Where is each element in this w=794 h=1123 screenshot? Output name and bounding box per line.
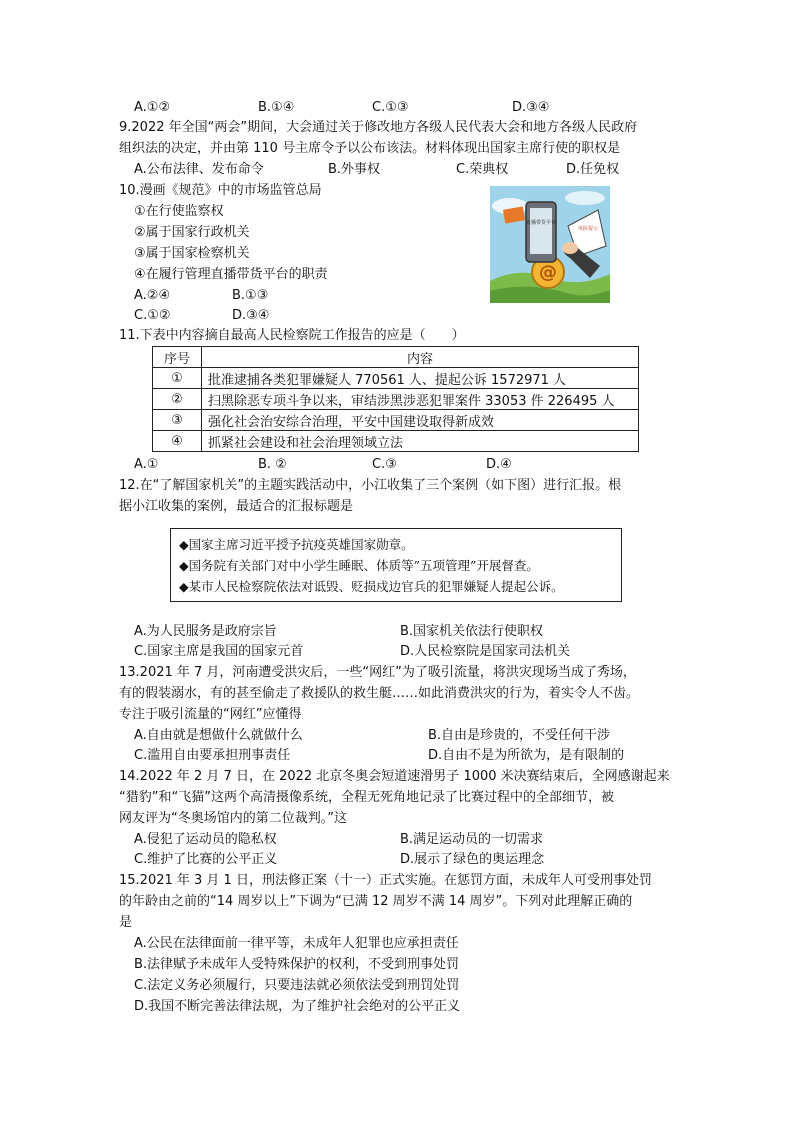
q14-option-c: C.维护了比赛的公平正义 [134,852,278,867]
q8-option-a: A.①② [134,100,171,115]
table-header-row [153,347,639,368]
q10-item-1: ①在行使监察权 [134,204,224,219]
q11-option-c: C.③ [372,457,397,472]
q13-option-c: C.滥用自由要承担刑事责任 [134,748,291,763]
q12-option-c: C.国家主席是我国的国家元首 [134,644,304,659]
q13-stem-line2: 有的假装溺水，有的甚至偷走了救援队的救生艇……如此消费洪灾的行为，着实令人不齿。 [119,686,640,701]
q11-option-a: A.① [134,457,159,472]
q11-table [152,346,639,452]
q15-option-a: A.公民在法律面前一律平等，未成年人犯罪也应承担责任 [134,936,459,951]
table-cell-index: ④ [153,431,202,452]
q10-option-b: B.①③ [232,288,269,303]
q11-option-d: D.④ [486,457,512,472]
q12-case-1: ◆国家主席习近平授予抗疫英雄国家勋章。 [179,537,414,552]
q12-stem-line2: 据小江收集的案例，最适合的汇报标题是 [119,499,354,514]
q12-case-3: ◆某市人民检察院依法对诋毁、贬损戍边官兵的犯罪嫌疑人提起公诉。 [179,579,564,594]
q10-item-3: ③属于国家检察机关 [134,246,250,261]
q14-stem-line3: 网友评为“冬奥场馆内的第二位裁判。”这 [119,811,347,826]
q11-stem: 11.下表中内容摘自最高人民检察院工作报告的应是（ ） [119,328,465,343]
q8-option-d: D.③④ [512,100,550,115]
q14-stem-line2: “猎豹”和“飞猫”这两个高清摄像系统，全程无死角地记录了比赛过程中的全部细节，被 [119,790,614,805]
q10-option-a: A.②④ [134,288,171,303]
q13-option-b: B.自由是珍贵的，不受任何干涉 [428,728,611,743]
q10-item-2: ②属于国家行政机关 [134,225,250,240]
table-cell-content: 批准逮捕各类犯罪嫌疑人 770561 人、提起公诉 1572971 人 [202,368,639,389]
q11-option-b: B. ② [258,457,287,472]
q13-option-a: A.自由就是想做什么就做什么 [134,728,303,743]
q14-stem-line1: 14.2022 年 2 月 7 日，在 2022 北京冬奥会短道速滑男子 1000 米决赛结束后，全网感谢起来 [119,769,670,784]
table-row [153,368,639,389]
q12-stem-line1: 12.在“了解国家机关”的主题实践活动中，小江收集了三个案例（如下图）进行汇报。根 [119,478,622,493]
q9-stem-line2: 组织法的决定，并由第 110 号主席令予以公布该法。材料体现出国家主席行使的职权是 [119,141,621,156]
table-cell-index: ③ [153,410,202,431]
q10-item-4: ④在履行管理直播带货平台的职责 [134,267,328,282]
q14-option-a: A.侵犯了运动员的隐私权 [134,832,277,847]
q9-option-d: D.任免权 [566,162,620,177]
q15-stem-line1: 15.2021 年 3 月 1 日，刑法修正案（十一）正式实施。在惩罚方面，未成年人可受刑事处罚 [119,873,652,888]
q12-case-2: ◆国务院有关部门对中小学生睡眠、体质等”五项管理”开展督查。 [179,558,539,573]
table-cell-index: ① [153,368,202,389]
q14-option-d: D.展示了绿色的奥运理念 [400,852,545,867]
table-cell-content: 抓紧社会建设和社会治理领域立法 [202,431,639,452]
cartoon-sign-text: 直播带货平台 [525,220,557,226]
q12-case-box [170,528,622,602]
q8-option-b: B.①④ [258,100,295,115]
q9-option-b: B.外事权 [328,162,381,177]
q10-stem: 10.漫画《规范》中的市场监管总局 [119,183,322,198]
table-cell-content: 扫黑除恶专项斗争以来，审结涉黑涉恶犯罪案件 33053 件 226495 人 [202,389,639,410]
table-cell-index: ② [153,389,202,410]
cartoon-illustration [490,186,610,303]
q9-option-a: A.公布法律、发布命令 [134,162,264,177]
q9-stem-line1: 9.2022 年全国“两会”期间，大会通过关于修改地方各级人民代表大会和地方各级人民政府 [119,120,638,135]
q12-option-d: D.人民检察院是国家司法机关 [400,644,571,659]
q12-option-a: A.为人民服务是政府宗旨 [134,624,277,639]
q13-stem-line3: 专注于吸引流量的“网红”应懂得 [119,707,302,722]
cartoon-at-symbol: @ [539,262,557,283]
table-row [153,431,639,452]
q15-stem-line3: 是 [119,915,133,930]
q15-option-b: B.法律赋予未成年人受特殊保护的权利，不受到刑事处罚 [134,957,460,972]
q15-stem-line2: 的年龄由之前的“14 周岁以上”下调为“已满 12 周岁不满 14 周岁”。下列对此理解正确的 [119,894,633,909]
q15-option-c: C.法定义务必须履行，只要违法就必须依法受到刑罚处罚 [134,978,460,993]
table-header-content: 内容 [202,347,639,368]
q15-option-d: D.我国不断完善法律法规，为了维护社会绝对的公平正义 [134,999,461,1014]
q12-option-b: B.国家机关依法行使职权 [400,624,544,639]
table-row [153,410,639,431]
q10-option-d: D.③④ [232,308,270,323]
cartoon-paper-text: 风险提示 [577,226,599,232]
table-cell-content: 强化社会治安综合治理，平安中国建设取得新成效 [202,410,639,431]
table-header-index: 序号 [153,347,202,368]
q13-stem-line1: 13.2021 年 7 月，河南遭受洪灾后，一些“网红”为了吸引流量，将洪灾现场当成了秀场， [119,665,636,680]
q9-option-c: C.荣典权 [456,162,509,177]
q8-option-c: C.①③ [372,100,409,115]
q10-option-c: C.①② [134,308,171,323]
q13-option-d: D.自由不是为所欲为，是有限制的 [428,748,625,763]
q14-option-b: B.满足运动员的一切需求 [400,832,544,847]
table-row [153,389,639,410]
